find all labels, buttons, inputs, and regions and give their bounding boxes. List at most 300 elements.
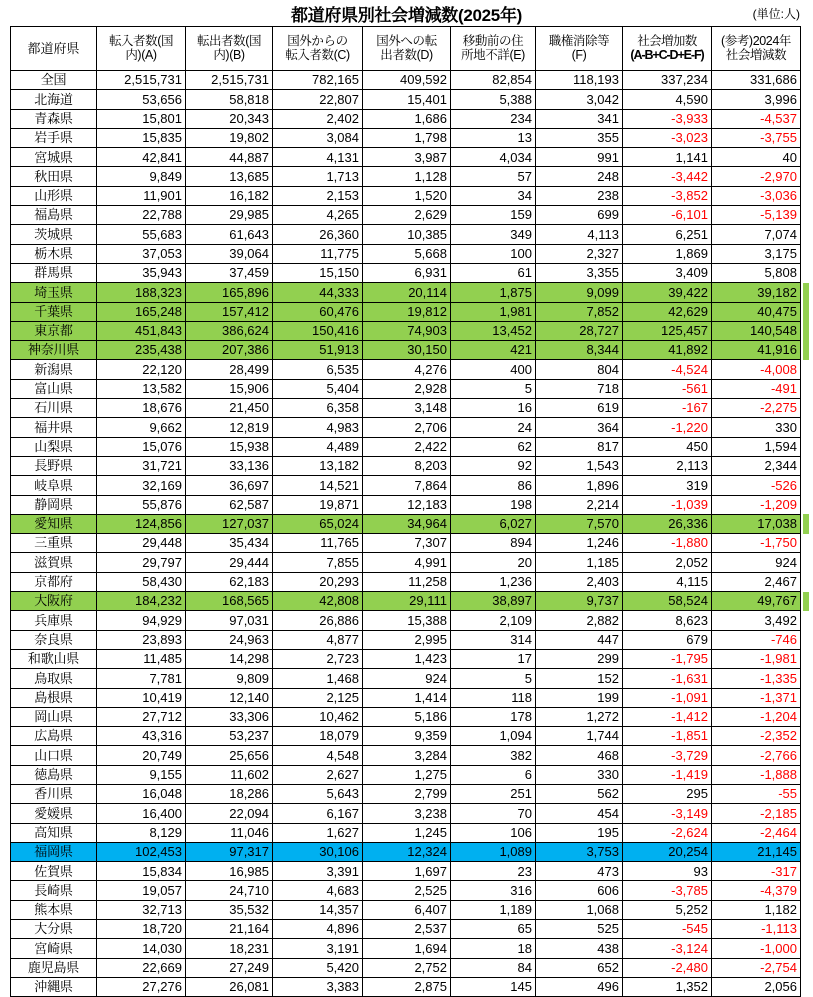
cell-d: 7,307 (363, 534, 451, 553)
cell-b: 28,499 (186, 360, 273, 379)
cell-social: 5,252 (623, 900, 712, 919)
cell-a: 15,076 (97, 437, 186, 456)
cell-d: 1,423 (363, 649, 451, 668)
cell-a: 7,781 (97, 669, 186, 688)
cell-prefecture-name: 群馬県 (11, 263, 97, 282)
cell-e: 24 (451, 418, 536, 437)
table-row[interactable] (11, 553, 801, 572)
cell-prefecture-name: 福島県 (11, 206, 97, 225)
cell-social: 679 (623, 630, 712, 649)
cell-d: 34,964 (363, 514, 451, 533)
cell-d: 1,128 (363, 167, 451, 186)
cell-a: 18,676 (97, 399, 186, 418)
table-row[interactable] (11, 592, 801, 611)
column-header-ref-line1: (参考)2024年 (720, 34, 792, 49)
cell-prefecture-name: 岩手県 (11, 128, 97, 147)
table-row[interactable] (11, 379, 801, 398)
table-row[interactable] (11, 534, 801, 553)
column-header-social (623, 27, 712, 71)
table-row[interactable] (11, 688, 801, 707)
cell-social: 319 (623, 476, 712, 495)
cell-d: 3,987 (363, 148, 451, 167)
table-row[interactable] (11, 514, 801, 533)
cell-b: 13,685 (186, 167, 273, 186)
column-header-a (97, 27, 186, 71)
cell-social: -1,220 (623, 418, 712, 437)
cell-prefecture-name: 長野県 (11, 456, 97, 475)
cell-e: 234 (451, 109, 536, 128)
cell-c: 5,404 (273, 379, 363, 398)
cell-ref: 39,182 (712, 283, 801, 302)
cell-a: 10,419 (97, 688, 186, 707)
column-header-ref (712, 27, 801, 71)
table-row[interactable] (11, 186, 801, 205)
cell-d: 2,537 (363, 920, 451, 939)
cell-f: 3,753 (536, 842, 623, 861)
cell-f: 447 (536, 630, 623, 649)
cell-a: 9,155 (97, 765, 186, 784)
cell-c: 1,468 (273, 669, 363, 688)
cell-d: 74,903 (363, 321, 451, 340)
cell-b: 62,183 (186, 572, 273, 591)
cell-b: 127,037 (186, 514, 273, 533)
cell-e: 349 (451, 225, 536, 244)
column-header-d-line2: 出者数(D) (380, 47, 433, 62)
cell-a: 15,835 (97, 128, 186, 147)
table-row[interactable] (11, 456, 801, 475)
column-header-a-line2: 内)(A) (125, 47, 157, 62)
table-row[interactable] (11, 977, 801, 996)
column-header-a-line1: 転入者数(国 (108, 34, 174, 49)
table-row[interactable] (11, 746, 801, 765)
table-row[interactable] (11, 206, 801, 225)
cell-c: 11,765 (273, 534, 363, 553)
table-row[interactable] (11, 630, 801, 649)
cell-ref: 3,996 (712, 90, 801, 109)
cell-c: 11,775 (273, 244, 363, 263)
cell-d: 15,401 (363, 90, 451, 109)
cell-prefecture-name: 北海道 (11, 90, 97, 109)
edge-highlight-marker (803, 283, 809, 360)
table-row[interactable] (11, 283, 801, 302)
cell-ref: -4,008 (712, 360, 801, 379)
table-row[interactable] (11, 399, 801, 418)
table-row[interactable] (11, 476, 801, 495)
cell-ref: 7,074 (712, 225, 801, 244)
cell-a: 29,797 (97, 553, 186, 572)
cell-social: -1,851 (623, 727, 712, 746)
cell-f: 991 (536, 148, 623, 167)
table-row[interactable] (11, 495, 801, 514)
cell-ref: 924 (712, 553, 801, 572)
cell-social: -3,785 (623, 881, 712, 900)
cell-prefecture-name: 兵庫県 (11, 611, 97, 630)
cell-social: 2,113 (623, 456, 712, 475)
cell-social: -1,039 (623, 495, 712, 514)
cell-b: 39,064 (186, 244, 273, 263)
cell-c: 1,627 (273, 823, 363, 842)
cell-ref: -1,750 (712, 534, 801, 553)
table-row[interactable] (11, 765, 801, 784)
cell-f: 355 (536, 128, 623, 147)
cell-c: 22,807 (273, 90, 363, 109)
table-row[interactable] (11, 71, 801, 90)
cell-e: 16 (451, 399, 536, 418)
table-row[interactable] (11, 920, 801, 939)
cell-f: 28,727 (536, 321, 623, 340)
cell-prefecture-name: 富山県 (11, 379, 97, 398)
column-header-social-line2: (A-B+C-D+E-F) (630, 47, 704, 62)
cell-prefecture-name: 栃木県 (11, 244, 97, 263)
cell-a: 20,749 (97, 746, 186, 765)
cell-c: 4,265 (273, 206, 363, 225)
table-row[interactable] (11, 302, 801, 321)
cell-prefecture-name: 岐阜県 (11, 476, 97, 495)
cell-ref: -2,754 (712, 958, 801, 977)
cell-prefecture-name: 宮崎県 (11, 939, 97, 958)
cell-d: 924 (363, 669, 451, 688)
cell-prefecture-name: 神奈川県 (11, 341, 97, 360)
cell-b: 35,532 (186, 900, 273, 919)
cell-social: 39,422 (623, 283, 712, 302)
table-row[interactable] (11, 572, 801, 591)
column-header-e-line2: 所地不詳(E) (461, 47, 525, 62)
table-row[interactable] (11, 842, 801, 861)
cell-b: 20,343 (186, 109, 273, 128)
cell-e: 1,236 (451, 572, 536, 591)
cell-c: 4,896 (273, 920, 363, 939)
unit-note: (単位:人) (752, 7, 800, 21)
cell-a: 11,901 (97, 186, 186, 205)
cell-social: -3,149 (623, 804, 712, 823)
cell-social: 20,254 (623, 842, 712, 861)
cell-prefecture-name: 香川県 (11, 784, 97, 803)
cell-a: 53,656 (97, 90, 186, 109)
cell-c: 26,360 (273, 225, 363, 244)
page-title: 都道府県別社会増減数(2025年) (290, 6, 523, 25)
cell-b: 207,386 (186, 341, 273, 360)
cell-b: 24,710 (186, 881, 273, 900)
cell-c: 6,535 (273, 360, 363, 379)
cell-ref: 140,548 (712, 321, 801, 340)
cell-social: 1,869 (623, 244, 712, 263)
cell-f: 2,327 (536, 244, 623, 263)
cell-f: 2,214 (536, 495, 623, 514)
cell-social: 42,629 (623, 302, 712, 321)
cell-b: 11,602 (186, 765, 273, 784)
cell-d: 7,864 (363, 476, 451, 495)
cell-f: 3,355 (536, 263, 623, 282)
column-header-c (273, 27, 363, 71)
cell-social: -1,880 (623, 534, 712, 553)
cell-e: 421 (451, 341, 536, 360)
cell-f: 804 (536, 360, 623, 379)
table-row[interactable] (11, 128, 801, 147)
cell-d: 1,697 (363, 862, 451, 881)
cell-b: 29,444 (186, 553, 273, 572)
cell-a: 94,929 (97, 611, 186, 630)
column-header-b-line2: 内)(B) (213, 47, 245, 62)
cell-e: 92 (451, 456, 536, 475)
cell-prefecture-name: 山形県 (11, 186, 97, 205)
cell-b: 35,434 (186, 534, 273, 553)
table-row[interactable] (11, 669, 801, 688)
cell-ref: -1,888 (712, 765, 801, 784)
cell-f: 118,193 (536, 71, 623, 90)
cell-b: 168,565 (186, 592, 273, 611)
table-row[interactable] (11, 263, 801, 282)
column-header-d-line1: 国外への転 (376, 34, 437, 49)
cell-prefecture-name: 新潟県 (11, 360, 97, 379)
cell-ref: 17,038 (712, 514, 801, 533)
table-row[interactable] (11, 707, 801, 726)
cell-e: 57 (451, 167, 536, 186)
table-row[interactable] (11, 804, 801, 823)
cell-prefecture-name: 山口県 (11, 746, 97, 765)
cell-e: 106 (451, 823, 536, 842)
table-row[interactable] (11, 649, 801, 668)
cell-b: 16,182 (186, 186, 273, 205)
cell-d: 10,385 (363, 225, 451, 244)
table-row[interactable] (11, 727, 801, 746)
cell-b: 157,412 (186, 302, 273, 321)
cell-ref: 41,916 (712, 341, 801, 360)
cell-e: 6,027 (451, 514, 536, 533)
cell-social: -3,933 (623, 109, 712, 128)
cell-b: 16,985 (186, 862, 273, 881)
cell-prefecture-name: 島根県 (11, 688, 97, 707)
cell-ref: 2,344 (712, 456, 801, 475)
cell-d: 5,668 (363, 244, 451, 263)
cell-d: 29,111 (363, 592, 451, 611)
cell-c: 6,358 (273, 399, 363, 418)
cell-c: 44,333 (273, 283, 363, 302)
column-header-ref-line2: 社会増減数 (725, 47, 787, 62)
cell-e: 1,875 (451, 283, 536, 302)
column-header-c-line2: 転入者数(C) (285, 47, 350, 62)
table-row[interactable] (11, 225, 801, 244)
table-row[interactable] (11, 881, 801, 900)
cell-d: 3,148 (363, 399, 451, 418)
cell-c: 4,489 (273, 437, 363, 456)
cell-c: 2,153 (273, 186, 363, 205)
cell-prefecture-name: 大阪府 (11, 592, 97, 611)
cell-prefecture-name: 長崎県 (11, 881, 97, 900)
table-row[interactable] (11, 321, 801, 340)
table-row[interactable] (11, 611, 801, 630)
cell-a: 58,430 (97, 572, 186, 591)
column-header-f (536, 27, 623, 71)
table-row[interactable] (11, 437, 801, 456)
cell-d: 8,203 (363, 456, 451, 475)
cell-social: 26,336 (623, 514, 712, 533)
cell-b: 21,450 (186, 399, 273, 418)
cell-prefecture-name: 福岡県 (11, 842, 97, 861)
cell-e: 159 (451, 206, 536, 225)
cell-ref: -3,036 (712, 186, 801, 205)
table-row[interactable] (11, 90, 801, 109)
table-row[interactable] (11, 784, 801, 803)
cell-prefecture-name: 京都府 (11, 572, 97, 591)
column-header-f-line2: (F) (571, 47, 587, 62)
cell-a: 37,053 (97, 244, 186, 263)
cell-e: 251 (451, 784, 536, 803)
cell-f: 473 (536, 862, 623, 881)
cell-b: 29,985 (186, 206, 273, 225)
cell-e: 18 (451, 939, 536, 958)
table-row[interactable] (11, 244, 801, 263)
cell-d: 4,276 (363, 360, 451, 379)
cell-social: -3,442 (623, 167, 712, 186)
table-row[interactable] (11, 360, 801, 379)
cell-d: 3,284 (363, 746, 451, 765)
cell-d: 3,238 (363, 804, 451, 823)
cell-b: 22,094 (186, 804, 273, 823)
cell-a: 22,120 (97, 360, 186, 379)
cell-a: 15,801 (97, 109, 186, 128)
cell-d: 1,245 (363, 823, 451, 842)
cell-e: 34 (451, 186, 536, 205)
cell-e: 23 (451, 862, 536, 881)
cell-e: 1,089 (451, 842, 536, 861)
cell-c: 6,167 (273, 804, 363, 823)
cell-social: 6,251 (623, 225, 712, 244)
cell-a: 27,276 (97, 977, 186, 996)
cell-e: 382 (451, 746, 536, 765)
table-row[interactable] (11, 939, 801, 958)
cell-a: 55,876 (97, 495, 186, 514)
cell-prefecture-name: 宮城県 (11, 148, 97, 167)
cell-c: 26,886 (273, 611, 363, 630)
cell-a: 32,169 (97, 476, 186, 495)
table-row[interactable] (11, 167, 801, 186)
cell-e: 6 (451, 765, 536, 784)
cell-social: 1,352 (623, 977, 712, 996)
cell-prefecture-name: 滋賀県 (11, 553, 97, 572)
cell-prefecture-name: 鹿児島県 (11, 958, 97, 977)
column-header-e (451, 27, 536, 71)
cell-social: 8,623 (623, 611, 712, 630)
cell-a: 124,856 (97, 514, 186, 533)
cell-a: 23,893 (97, 630, 186, 649)
cell-b: 27,249 (186, 958, 273, 977)
cell-d: 12,324 (363, 842, 451, 861)
cell-a: 9,849 (97, 167, 186, 186)
cell-f: 364 (536, 418, 623, 437)
table-row[interactable] (11, 823, 801, 842)
cell-prefecture-name: 東京都 (11, 321, 97, 340)
cell-f: 1,185 (536, 553, 623, 572)
cell-f: 454 (536, 804, 623, 823)
cell-b: 165,896 (186, 283, 273, 302)
cell-ref: 1,594 (712, 437, 801, 456)
cell-e: 13 (451, 128, 536, 147)
cell-c: 15,150 (273, 263, 363, 282)
column-header-b (186, 27, 273, 71)
cell-b: 33,136 (186, 456, 273, 475)
cell-social: 1,141 (623, 148, 712, 167)
cell-prefecture-name: 広島県 (11, 727, 97, 746)
cell-social: -3,124 (623, 939, 712, 958)
column-header-pref (11, 27, 97, 71)
cell-prefecture-name: 秋田県 (11, 167, 97, 186)
cell-f: 438 (536, 939, 623, 958)
cell-ref: -1,981 (712, 649, 801, 668)
cell-f: 652 (536, 958, 623, 977)
cell-a: 15,834 (97, 862, 186, 881)
cell-e: 4,034 (451, 148, 536, 167)
cell-d: 2,706 (363, 418, 451, 437)
cell-b: 61,643 (186, 225, 273, 244)
cell-ref: -1,113 (712, 920, 801, 939)
cell-prefecture-name: 静岡県 (11, 495, 97, 514)
column-header-f-line1: 職権消除等 (548, 34, 610, 49)
cell-a: 55,683 (97, 225, 186, 244)
cell-social: 4,590 (623, 90, 712, 109)
cell-f: 718 (536, 379, 623, 398)
cell-b: 12,140 (186, 688, 273, 707)
cell-e: 1,094 (451, 727, 536, 746)
table-row[interactable] (11, 862, 801, 881)
cell-prefecture-name: 青森県 (11, 109, 97, 128)
cell-f: 1,246 (536, 534, 623, 553)
cell-e: 1,189 (451, 900, 536, 919)
cell-ref: 3,175 (712, 244, 801, 263)
cell-prefecture-name: 愛知県 (11, 514, 97, 533)
cell-e: 62 (451, 437, 536, 456)
cell-e: 316 (451, 881, 536, 900)
table-row[interactable] (11, 341, 801, 360)
cell-a: 43,316 (97, 727, 186, 746)
cell-b: 14,298 (186, 649, 273, 668)
cell-b: 25,656 (186, 746, 273, 765)
table-row[interactable] (11, 900, 801, 919)
cell-d: 409,592 (363, 71, 451, 90)
cell-e: 2,109 (451, 611, 536, 630)
table-row[interactable] (11, 418, 801, 437)
cell-e: 894 (451, 534, 536, 553)
cell-c: 2,125 (273, 688, 363, 707)
table-row[interactable] (11, 958, 801, 977)
cell-social: -1,412 (623, 707, 712, 726)
cell-a: 188,323 (97, 283, 186, 302)
cell-c: 3,191 (273, 939, 363, 958)
cell-e: 82,854 (451, 71, 536, 90)
cell-b: 386,624 (186, 321, 273, 340)
cell-f: 341 (536, 109, 623, 128)
cell-f: 468 (536, 746, 623, 765)
cell-c: 20,293 (273, 572, 363, 591)
table-row[interactable] (11, 109, 801, 128)
cell-d: 2,995 (363, 630, 451, 649)
cell-c: 1,713 (273, 167, 363, 186)
cell-f: 1,272 (536, 707, 623, 726)
cell-prefecture-name: 徳島県 (11, 765, 97, 784)
cell-d: 2,752 (363, 958, 451, 977)
cell-e: 100 (451, 244, 536, 263)
table-row[interactable] (11, 148, 801, 167)
cell-c: 19,871 (273, 495, 363, 514)
cell-ref: 3,492 (712, 611, 801, 630)
cell-f: 4,113 (536, 225, 623, 244)
cell-c: 2,723 (273, 649, 363, 668)
cell-b: 37,459 (186, 263, 273, 282)
cell-a: 32,713 (97, 900, 186, 919)
cell-e: 5 (451, 669, 536, 688)
cell-d: 1,694 (363, 939, 451, 958)
cell-f: 2,403 (536, 572, 623, 591)
cell-prefecture-name: 全国 (11, 71, 97, 90)
